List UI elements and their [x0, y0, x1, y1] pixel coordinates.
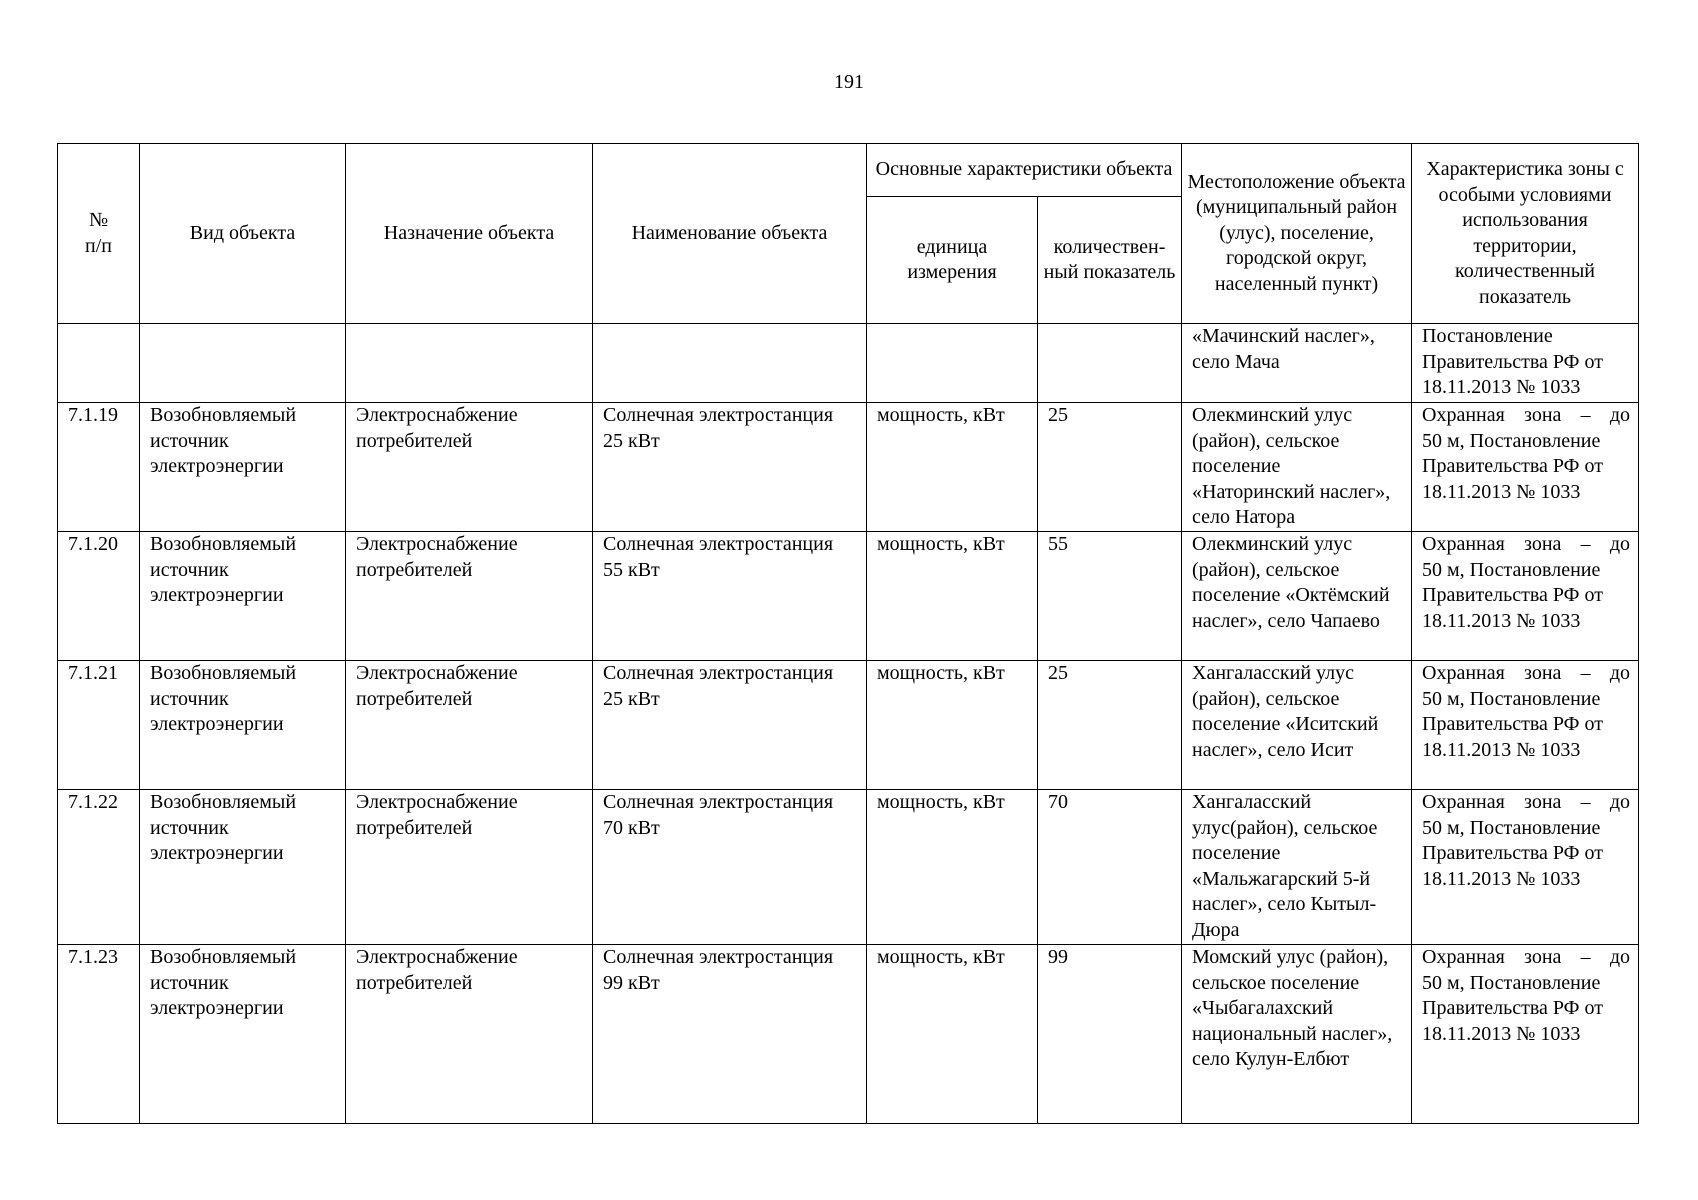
- zone-word: зона: [1524, 662, 1562, 684]
- table-header: [58, 144, 1639, 324]
- cell-num: [58, 324, 140, 403]
- cell-num: 7.1.22: [58, 790, 140, 945]
- cell-unit: мощность, кВт: [867, 661, 1038, 790]
- zone-word: –: [1580, 791, 1591, 813]
- table-row: [58, 661, 1639, 790]
- cell-num: 7.1.21: [58, 661, 140, 790]
- zone-word: Охранная: [1422, 662, 1505, 684]
- cell-name: Солнечная электростанция 70 кВт: [593, 790, 867, 945]
- page-number: 191: [834, 71, 864, 93]
- header-num: № п/п: [58, 144, 140, 324]
- cell-type: Возобновляемый источник электроэнергии: [140, 661, 346, 790]
- zone-word: до: [1609, 404, 1630, 426]
- cell-quantity: 55: [1038, 532, 1182, 661]
- zone-word: зона: [1524, 533, 1562, 555]
- cell-quantity: [1038, 324, 1182, 403]
- cell-unit: мощность, кВт: [867, 403, 1038, 532]
- cell-purpose: Электроснабжение потребителей: [346, 790, 593, 945]
- zone-rest: 50 м, Постановление Правительства РФ от 18.11.2013 № 1033: [1422, 429, 1603, 503]
- table-row-continuation: [58, 324, 1639, 403]
- zone-word: до: [1609, 533, 1630, 555]
- cell-type: Возобновляемый источник электроэнергии: [140, 403, 346, 532]
- table-row: [58, 532, 1639, 661]
- zone-word: Охранная: [1422, 791, 1505, 813]
- zone-word: зона: [1524, 946, 1562, 968]
- cell-type: Возобновляемый источник электроэнергии: [140, 790, 346, 945]
- cell-zone: [1412, 945, 1639, 1124]
- cell-quantity: 99: [1038, 945, 1182, 1124]
- header-zone: Характеристика зоны с особыми условиями использования территории, количественный показатель: [1412, 144, 1639, 324]
- cell-name: Солнечная электростанция 25 кВт: [593, 403, 867, 532]
- zone-rest: 50 м, Постановление Правительства РФ от 18.11.2013 № 1033: [1422, 816, 1603, 890]
- cell-purpose: [346, 324, 593, 403]
- header-quantity: количествен-ный показатель: [1038, 197, 1182, 324]
- zone-rest: 50 м, Постановление Правительства РФ от 18.11.2013 № 1033: [1422, 558, 1603, 632]
- zone-first-line: [1422, 661, 1630, 687]
- cell-quantity: 25: [1038, 661, 1182, 790]
- cell-unit: мощность, кВт: [867, 945, 1038, 1124]
- cell-name: [593, 324, 867, 403]
- header-purpose: Назначение объекта: [346, 144, 593, 324]
- cell-name: Солнечная электростанция 55 кВт: [593, 532, 867, 661]
- cell-purpose: Электроснабжение потребителей: [346, 661, 593, 790]
- cell-location: Олекминский улус (район), сельское поселение «Наторинский наслег», село Натора: [1182, 403, 1412, 532]
- cell-unit: [867, 324, 1038, 403]
- zone-first-line: [1422, 790, 1630, 816]
- cell-num: 7.1.19: [58, 403, 140, 532]
- cell-name: Солнечная электростанция 99 кВт: [593, 945, 867, 1124]
- cell-location: Момский улус (район), сельское поселение «Чыбагалахский национальный наслег», село Кулун-Елбют: [1182, 945, 1412, 1124]
- cell-zone: [1412, 661, 1639, 790]
- cell-zone: [1412, 532, 1639, 661]
- zone-word: Охранная: [1422, 533, 1505, 555]
- objects-table: [57, 143, 1639, 1124]
- cell-location: Хангаласский улус(район), сельское поселение «Мальжагарский 5-й наслег», село Кытыл-Дюра: [1182, 790, 1412, 945]
- zone-rest: 50 м, Постановление Правительства РФ от 18.11.2013 № 1033: [1422, 687, 1603, 761]
- zone-word: Охранная: [1422, 946, 1505, 968]
- zone-first-line: [1422, 945, 1630, 971]
- cell-type: Возобновляемый источник электроэнергии: [140, 532, 346, 661]
- cell-type: Возобновляемый источник электроэнергии: [140, 945, 346, 1124]
- zone-word: –: [1580, 946, 1591, 968]
- header-main-characteristics: Основные характеристики объекта: [867, 144, 1182, 197]
- zone-word: зона: [1524, 791, 1562, 813]
- cell-purpose: Электроснабжение потребителей: [346, 945, 593, 1124]
- cell-purpose: Электроснабжение потребителей: [346, 532, 593, 661]
- table-row: [58, 945, 1639, 1124]
- cell-unit: мощность, кВт: [867, 532, 1038, 661]
- zone-word: до: [1609, 791, 1630, 813]
- cell-location: «Мачинский наслег», село Мача: [1182, 324, 1412, 403]
- cell-quantity: 25: [1038, 403, 1182, 532]
- cell-quantity: 70: [1038, 790, 1182, 945]
- zone-word: –: [1580, 662, 1591, 684]
- zone-first-line: [1422, 403, 1630, 429]
- cell-location: Хангаласский улус (район), сельское поселение «Иситский наслег», село Исит: [1182, 661, 1412, 790]
- cell-zone: Постановление Правительства РФ от 18.11.2013 № 1033: [1412, 324, 1639, 403]
- cell-name: Солнечная электростанция 25 кВт: [593, 661, 867, 790]
- cell-location: Олекминский улус (район), сельское поселение «Октёмский наслег», село Чапаево: [1182, 532, 1412, 661]
- header-type: Вид объекта: [140, 144, 346, 324]
- zone-word: зона: [1524, 404, 1562, 426]
- table-row: [58, 403, 1639, 532]
- header-location: Местоположение объекта (муниципальный район (улус), поселение, городской округ, населенный пункт): [1182, 144, 1412, 324]
- cell-zone: [1412, 403, 1639, 532]
- zone-word: –: [1580, 533, 1591, 555]
- zone-word: –: [1580, 404, 1591, 426]
- cell-zone: [1412, 790, 1639, 945]
- cell-purpose: Электроснабжение потребителей: [346, 403, 593, 532]
- zone-word: Охранная: [1422, 404, 1505, 426]
- header-unit: единица измерения: [867, 197, 1038, 324]
- zone-word: до: [1609, 662, 1630, 684]
- table-row: [58, 790, 1639, 945]
- header-name: Наименование объекта: [593, 144, 867, 324]
- zone-rest: 50 м, Постановление Правительства РФ от 18.11.2013 № 1033: [1422, 971, 1603, 1045]
- cell-type: [140, 324, 346, 403]
- zone-first-line: [1422, 532, 1630, 558]
- cell-unit: мощность, кВт: [867, 790, 1038, 945]
- zone-word: до: [1609, 946, 1630, 968]
- cell-num: 7.1.20: [58, 532, 140, 661]
- cell-num: 7.1.23: [58, 945, 140, 1124]
